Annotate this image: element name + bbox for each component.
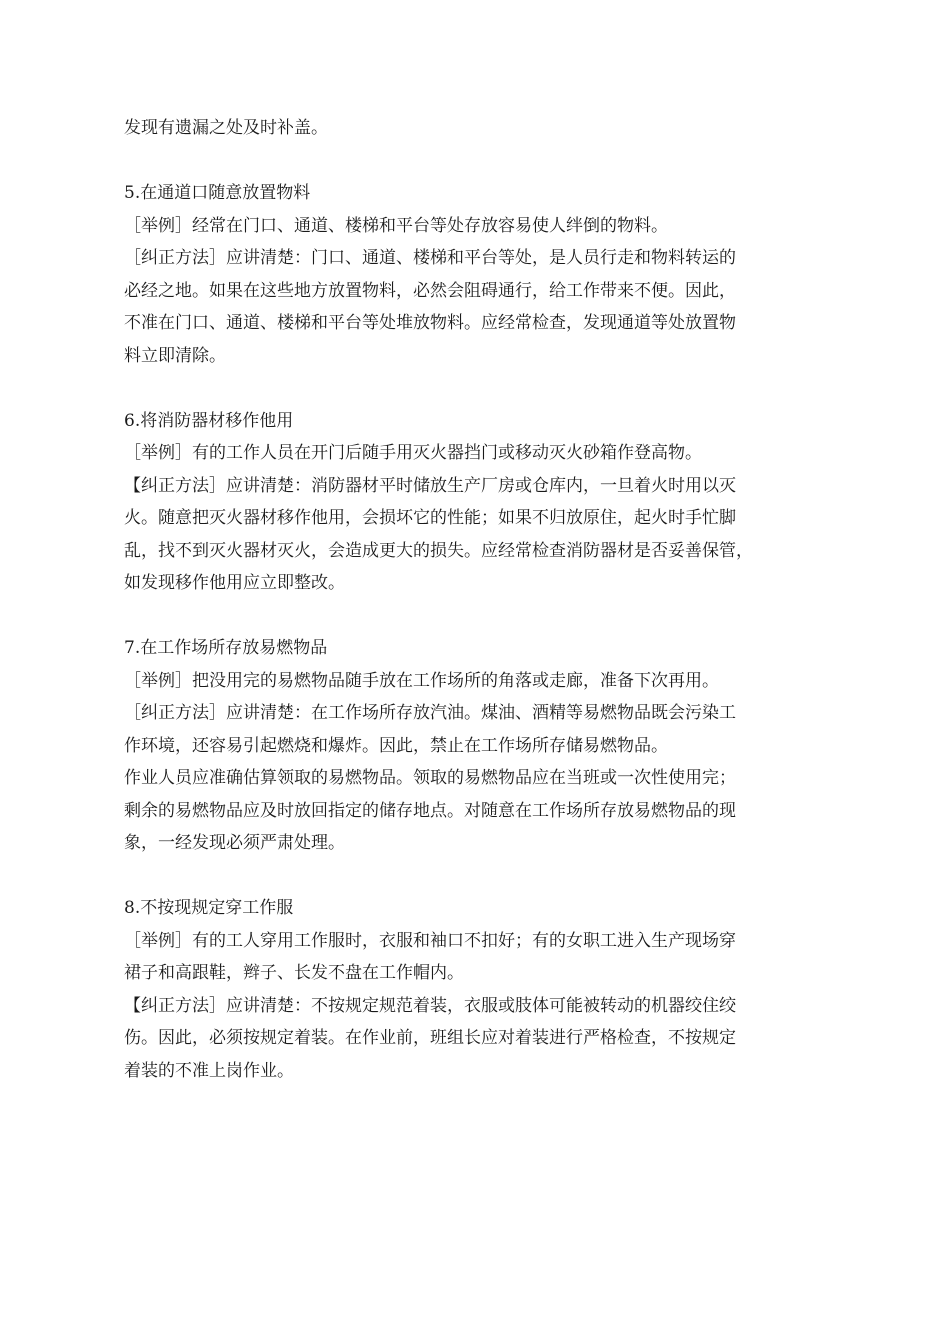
- correction-line: 【纠正方法］应讲清楚：消防器材平时储放生产厂房或仓库内，一旦着火时用以灭: [124, 475, 736, 496]
- paragraph-line: 剩余的易燃物品应及时放回指定的储存地点。对随意在工作场所存放易燃物品的现: [124, 800, 736, 821]
- paragraph-line: 乱，找不到灭火器材灭火，会造成更大的损失。应经常检查消防器材是否妥善保管，: [124, 540, 753, 561]
- example-line: ［举例］有的工作人员在开门后随手用灭火器挡门或移动灭火砂箱作登高物。: [124, 443, 702, 463]
- example-line: ［举例］经常在门口、通道、楼梯和平台等处存放容易使人绊倒的物料。: [124, 215, 668, 236]
- paragraph-line: 伤。因此，必须按规定着装。在作业前，班组长应对着装进行严格检查，不按规定: [124, 1028, 736, 1048]
- correction-line: ［纠正方法］应讲清楚：在工作场所存放汽油。煤油、酒精等易燃物品既会污染工: [124, 703, 736, 723]
- paragraph-gap: [124, 145, 834, 178]
- paragraph-line: 如发现移作他用应立即整改。: [124, 573, 345, 593]
- paragraph-line: 火。随意把灭火器材移作他用，会损坏它的性能；如果不归放原住，起火时手忙脚: [124, 508, 736, 528]
- paragraph-line: 象，一经发现必须严肃处理。: [124, 833, 345, 853]
- section-heading: 7.在工作场所存放易燃物品: [124, 638, 328, 658]
- section-7: [124, 632, 834, 860]
- paragraph-line: 作业人员应准确估算领取的易燃物品。领取的易燃物品应在当班或一次性使用完；: [124, 768, 736, 788]
- paragraph-gap: [124, 600, 834, 633]
- example-line: ［举例］有的工人穿用工作服时，衣服和袖口不扣好；有的女职工进入生产现场穿: [124, 930, 736, 951]
- correction-line: 【纠正方法］应讲清楚：不按规定规范着装，衣服或肢体可能被转动的机器绞住绞: [124, 995, 736, 1016]
- paragraph-line: 料立即清除。: [124, 345, 226, 366]
- paragraph-line: 必经之地。如果在这些地方放置物料，必然会阻碍通行，给工作带来不便。因此，: [124, 280, 736, 301]
- section-heading: 5.在通道口随意放置物料: [124, 183, 311, 203]
- paragraph-line: 不准在门口、通道、楼梯和平台等处堆放物料。应经常检查，发现通道等处放置物: [124, 313, 736, 333]
- section-5: [124, 177, 834, 372]
- paragraph-line: 着装的不准上岗作业。: [124, 1060, 294, 1081]
- example-line: ［举例］把没用完的易燃物品随手放在工作场所的角落或走廊，准备下次再用。: [124, 670, 719, 691]
- section-8: [124, 892, 834, 1087]
- paragraph-line: 作环境，还容易引起燃烧和爆炸。因此，禁止在工作场所存储易燃物品。: [124, 735, 668, 756]
- paragraph-gap: [124, 372, 834, 405]
- paragraph-line: 裙子和高跟鞋，辫子、长发不盘在工作帽内。: [124, 963, 464, 983]
- section-heading: 8.不按现规定穿工作服: [124, 898, 294, 918]
- correction-line: ［纠正方法］应讲清楚：门口、通道、楼梯和平台等处，是人员行走和物料转运的: [124, 248, 736, 268]
- document-page: [124, 112, 834, 1087]
- paragraph-line: 发现有遗漏之处及时补盖。: [124, 118, 328, 138]
- section-heading: 6.将消防器材移作他用: [124, 410, 294, 431]
- paragraph-gap: [124, 860, 834, 893]
- section-6: [124, 405, 834, 600]
